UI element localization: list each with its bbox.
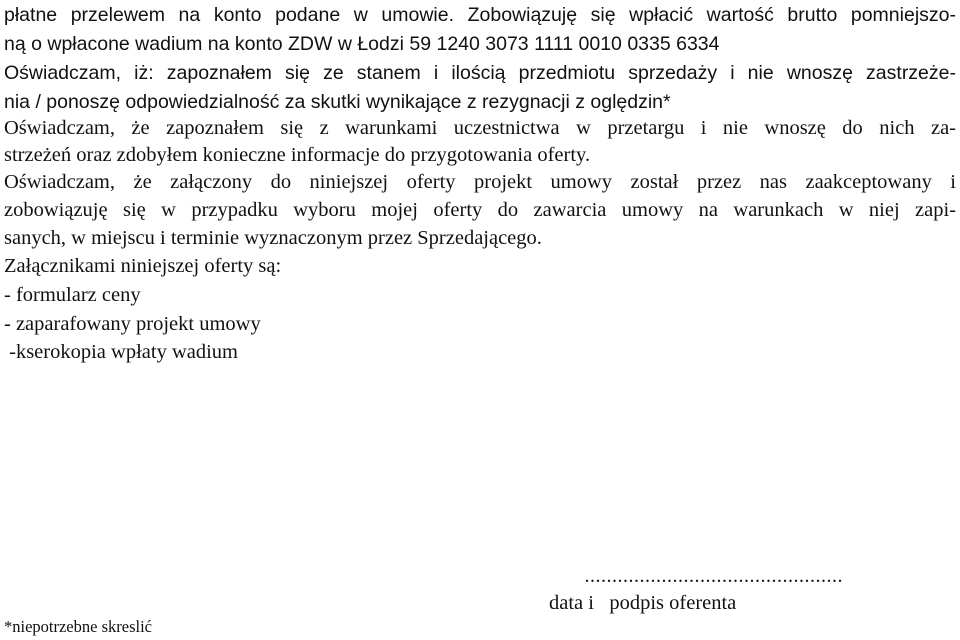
text-line-participation-info: strzeżeń oraz zdobyłem konieczne informacje do przygotowania oferty. (4, 144, 591, 166)
text-line-inspection-responsibility: nia / ponoszę odpowiedzialność za skutki wynikające z rezygnacji z oględzin* (4, 91, 671, 113)
text-line-contract-terms: sanych, w miejscu i terminie wyznaczonym przez Sprzedającego. (4, 227, 542, 249)
attachment-deposit-copy: -kserokopia wpłaty wadium (4, 341, 238, 363)
signature-line: ............................................... (584, 565, 843, 587)
text-line-contract-obligation: zobowiązuję się w przypadku wyboru mojej oferty do zawarcia umowy na warunkach w niej zapi- (4, 199, 956, 221)
text-line-bank-account: ną o wpłacone wadium na konto ZDW w Łodzi 59 1240 3073 1111 0010 0335 6334 (4, 33, 720, 55)
text-line-inspection-statement: Oświadczam, iż: zapoznałem się ze stanem i ilością przedmiotu sprzedaży i nie wnoszę zastrzeże- (4, 62, 956, 84)
text-line-participation-statement: Oświadczam, że zapoznałem się z warunkami uczestnictwa w przetargu i nie wnoszę do nich za- (4, 117, 956, 139)
attachment-price-form: - formularz ceny (4, 284, 141, 306)
signature-caption: data i podpis oferenta (549, 592, 737, 614)
footnote: *niepotrzebne skreslić (4, 617, 152, 636)
attachments-heading: Załącznikami niniejszej oferty są: (4, 255, 282, 277)
text-line-payment: płatne przelewem na konto podane w umowie. Zobowiązuję się wpłacić wartość brutto pomniejszo- (4, 4, 956, 26)
attachment-contract-draft: - zaparafowany projekt umowy (4, 313, 261, 335)
text-line-contract-statement: Oświadczam, że załączony do niniejszej oferty projekt umowy został przez nas zaakceptowany i (4, 171, 956, 193)
